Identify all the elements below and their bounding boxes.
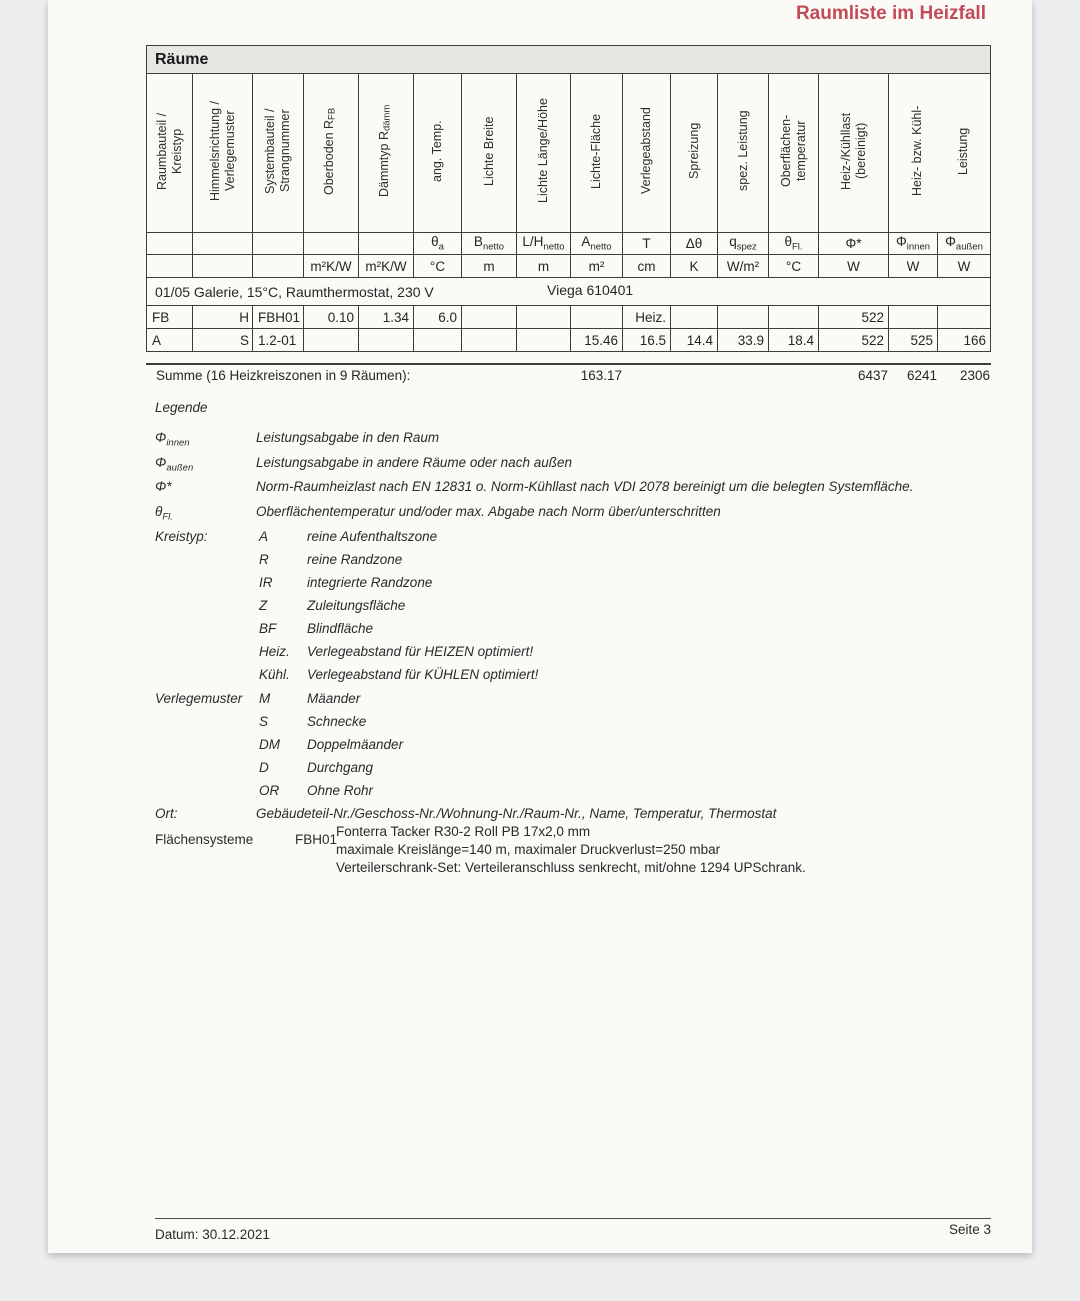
legend [48,400,1032,880]
document-page [48,0,1032,1253]
symbol-text: T [642,236,651,251]
data-cell: 15.46 [571,329,623,352]
data-cell [462,329,517,352]
column-header-cell [671,74,718,233]
room-row [147,329,991,352]
column-header-cell [819,74,889,233]
data-cell: 1.34 [359,306,414,329]
legend-desc: Mäander [307,691,361,706]
header-line [155,78,170,224]
table-title: Räume [155,50,209,68]
legend-symbol-row [48,430,1032,450]
rotated-header [482,78,497,224]
unit-cell: °C [414,255,462,278]
symbol-text: $A_{netto}$ [581,234,612,253]
rotated-header [263,78,293,224]
unit-cell: W/m² [718,255,769,278]
symbol-text: Strangnummer [278,109,292,193]
symbol-cell [571,233,623,255]
symbol-text: $\Phi_{außen}$ [155,455,194,474]
unit-cell [253,255,304,278]
legend-desc: Doppelmäander [307,737,404,752]
legend-title: Legende [155,400,208,415]
symbol-text: $\theta_{Fl.}$ [155,504,173,523]
rotated-header [208,78,238,224]
symbol-cell [359,233,414,255]
legend-verlegemuster-row [48,760,1032,780]
symbol-subscript: außen [166,462,194,474]
symbol-subscript: dämm [381,104,393,132]
legend-verlegemuster-row [48,737,1032,757]
column-header-cell [414,74,462,233]
header-line [208,78,223,224]
symbol-subscript: außen [955,241,983,253]
data-cell: S [193,329,253,352]
header-line [687,78,702,224]
rotated-header [536,78,551,224]
header-line [854,78,869,224]
room-row [147,306,991,329]
data-cell: H [193,306,253,329]
unit-cell: m²K/W [359,255,414,278]
column-header-cell [571,74,623,233]
data-cell: FBH01 [253,306,304,329]
unit-cell: W [889,255,938,278]
legend-flaechensysteme-line [48,824,1032,844]
symbol-text: Kreistyp [169,128,184,174]
data-cell [462,306,517,329]
legend-system-desc: Fonterra Tacker R30-2 Roll PB 17x2,0 mm [336,824,591,839]
symbol-cell [938,233,991,255]
legend-code: Heiz. [259,644,290,659]
column-header-cell [769,74,819,233]
legend-ort-row [48,806,1032,826]
header-line [894,78,940,224]
symbol-text: Himmelsrichtung / [207,100,222,202]
symbol-text: Leistung [955,127,970,175]
footer-date: Datum: 30.12.2021 [155,1227,270,1242]
symbol-cell [517,233,571,255]
data-cell: 18.4 [769,329,819,352]
legend-title-row [48,400,1032,420]
legend-kreistyp-label: Kreistyp: [155,529,208,544]
header-line [940,78,986,224]
unit-cell: m [462,255,517,278]
column-header-cell [304,74,359,233]
document-title [796,3,986,25]
column-header-cell [462,74,517,233]
header-line [639,78,654,224]
rotated-header [779,78,809,224]
header-line [170,78,185,224]
summe-row [146,368,990,386]
symbol-subscript: netto [590,241,612,253]
header-line [736,78,751,224]
rooms-table [146,45,991,352]
legend-symbol-desc: Leistungsabgabe in den Raum [256,430,440,445]
rotated-header [639,78,654,224]
symbol-text: Verlegeabstand [639,107,653,195]
data-cell [718,306,769,329]
legend-desc: reine Aufenthaltszone [307,529,438,544]
column-header-cell [517,74,571,233]
symbol-cell [718,233,769,255]
symbol-text: $B_{netto}$ [473,234,505,253]
symbol-text: Φ* [155,479,172,494]
data-cell: 14.4 [671,329,718,352]
legend-kreistyp-row [48,644,1032,664]
symbol-text: Heiz-/Kühllast [838,112,853,190]
header-line [278,78,293,224]
legend-symbol-row [48,455,1032,475]
data-cell: 1.2-01 [253,329,304,352]
symbol-cell [769,233,819,255]
data-cell [359,329,414,352]
symbol-text: $\theta_a$ [431,234,444,253]
legend-code: DM [259,737,280,752]
symbol-text: $\Phi_{innen}$ [895,234,931,253]
symbol-cell [253,233,304,255]
footer-page-number: Seite 3 [948,1222,991,1237]
symbol-text: Raumbauteil / [154,112,169,190]
data-cell: 0.10 [304,306,359,329]
legend-symbol-row [48,479,1032,499]
symbol-cell [462,233,517,255]
data-cell: 16.5 [623,329,671,352]
data-cell: Heiz. [623,306,671,329]
rotated-header [430,78,445,224]
legend-system-desc: Verteilerschrank-Set: Verteileranschluss senkrecht, mit/ohne 1294 UPSchrank. [336,860,806,875]
symbol-text: Spreizung [686,122,701,180]
legend-verlegemuster-row [48,783,1032,803]
header-line [430,78,445,224]
symbol-subscript: innen [906,241,931,253]
unit-cell: m² [571,255,623,278]
legend-system-code: FBH01 [295,832,338,847]
legend-flaechensysteme-line [48,842,1032,862]
unit-cell: °C [769,255,819,278]
system-reference: Viega 610401 [547,282,634,298]
symbol-cell [623,233,671,255]
symbol-text: ang. Temp. [430,120,444,182]
data-cell [517,329,571,352]
data-cell: 33.9 [718,329,769,352]
legend-symbol-desc: Leistungsabgabe in andere Räume oder nach außen [256,455,572,470]
legend-verlegemuster-row [48,714,1032,734]
legend-code: R [259,552,269,567]
legend-kreistyp-row [48,667,1032,687]
legend-desc: Verlegeabstand für HEIZEN optimiert! [307,644,534,659]
header-line [794,78,809,224]
symbol-subscript: innen [166,437,190,449]
data-cell: FB [147,306,193,329]
header-line [589,78,604,224]
legend-verlegemuster-label: Verlegemuster [155,691,243,706]
symbol-text: $\Phi_{innen}$ [155,430,190,449]
legend-code: Kühl. [259,667,290,682]
table-title-bar [147,46,991,74]
symbol-text: Heiz- bzw. Kühl- [909,105,924,197]
symbol-subscript: netto [543,241,565,253]
summe-label: Summe (16 Heizkreiszonen in 9 Räumen): [156,368,411,383]
summe-anetto-value: 163.17 [580,368,622,383]
legend-desc: Blindfläche [307,621,374,636]
section-row [147,278,991,306]
data-cell [938,306,991,329]
symbol-subscript: spez [736,241,757,253]
data-cell [414,329,462,352]
symbol-text: Dämmtyp $R_{dämm}$ [377,104,393,198]
header-line [322,78,340,224]
symbol-subscript: FB [326,107,338,120]
legend-code: IR [259,575,273,590]
summe-phi-aussen-value: 2306 [959,368,990,383]
legend-symbol-desc: Norm-Raumheizlast nach EN 12831 o. Norm-Kühllast nach VDI 2078 bereinigt um die belegten Systemfläche. [256,479,914,494]
header-line [482,78,497,224]
legend-symbol-desc: Oberflächentemperatur und/oder max. Abgabe nach Norm über/unterschritten [256,504,721,519]
legend-desc: reine Randzone [307,552,403,567]
symbol-text: Lichte-Fläche [589,113,603,189]
symbol-subscript: Fl. [162,511,173,523]
summe-phi-star-value: 6437 [857,368,888,383]
legend-code: BF [259,621,277,636]
header-line [536,78,551,224]
legend-desc: Verlegeabstand für KÜHLEN optimiert! [307,667,539,682]
symbol-cell [414,233,462,255]
symbol-text: $\Phi_{außen}$ [945,234,983,253]
legend-symbol-row [48,504,1032,524]
legend-kreistyp-row [48,552,1032,572]
data-cell [671,306,718,329]
symbol-text: Lichte Länge/Höhe [536,98,550,204]
symbol-text: spez. Leistung [735,110,750,192]
legend-code: M [259,691,271,706]
column-header-cell [718,74,769,233]
document-title-text: Raumliste im Heizfall [795,3,986,24]
legend-code: D [259,760,269,775]
data-cell: 6.0 [414,306,462,329]
summe-phi-innen-value: 6241 [906,368,937,383]
unit-cell [193,255,253,278]
unit-cell: K [671,255,718,278]
symbol-cell [147,233,193,255]
legend-ort-desc: Gebäudeteil-Nr./Geschoss-Nr./Wohnung-Nr./Raum-Nr., Name, Temperatur, Thermostat [256,806,777,821]
legend-kreistyp-row [48,598,1032,618]
header-line [839,78,854,224]
symbol-text: Φ* [845,236,862,251]
symbol-text: Oberflächen- [778,114,793,188]
rotated-header [839,78,869,224]
data-cell: 525 [889,329,938,352]
rotated-header [155,78,185,224]
unit-cell: m [517,255,571,278]
symbol-cell [304,233,359,255]
legend-system-desc: maximale Kreislänge=140 m, maximaler Druckverlust=250 mbar [336,842,721,857]
legend-code: Z [259,598,268,613]
data-cell: 522 [819,306,889,329]
symbol-cell [671,233,718,255]
legend-kreistyp-row [48,529,1032,549]
symbol-text: $\theta_{Fl.}$ [784,234,803,253]
rotated-header [894,78,986,224]
unit-cell: W [819,255,889,278]
symbol-text: Systembauteil / [263,108,277,194]
data-cell: 166 [938,329,991,352]
page-footer [155,1218,991,1242]
symbol-text: Verlegemuster [222,110,237,192]
legend-desc: Zuleitungsfläche [307,598,406,613]
legend-flaechensysteme-line [48,860,1032,880]
legend-code: S [259,714,269,729]
symbol-subscript: Fl. [791,241,803,253]
legend-desc: Schnecke [307,714,367,729]
legend-flaechensysteme-label: Flächensysteme [155,832,254,847]
column-header-cell [253,74,304,233]
data-cell: A [147,329,193,352]
column-header-cell [147,74,193,233]
symbol-text: temperatur [793,120,808,182]
unit-cell: W [938,255,991,278]
rotated-header [377,78,395,224]
unit-cell [147,255,193,278]
table-bottom-double-rule [146,363,991,365]
legend-desc: integrierte Randzone [307,575,433,590]
header-line [779,78,794,224]
symbol-text: (bereinigt) [853,122,868,180]
rotated-header [589,78,604,224]
header-line [263,78,278,224]
legend-kreistyp-row [48,621,1032,641]
rotated-header [687,78,702,224]
legend-verlegemuster-row [48,691,1032,711]
symbol-text: Lichte Breite [481,116,496,186]
symbol-text: Oberboden $R_{FB}$ [322,107,338,195]
data-cell [571,306,623,329]
header-line [223,78,238,224]
legend-desc: Ohne Rohr [307,783,374,798]
legend-code: OR [259,783,280,798]
unit-cell: cm [623,255,671,278]
column-header-cell [623,74,671,233]
data-cell [304,329,359,352]
data-cell [769,306,819,329]
symbol-text: Δθ [685,236,703,251]
column-header-cell [193,74,253,233]
unit-cell: m²K/W [304,255,359,278]
legend-desc: Durchgang [307,760,374,775]
legend-code: A [259,529,269,544]
symbol-subscript: netto [482,241,505,253]
room-group-label: 01/05 Galerie, 15°C, Raumthermostat, 230 V [155,283,434,300]
rotated-header [736,78,751,224]
symbol-cell [193,233,253,255]
symbol-text: $L/H_{netto}$ [522,234,565,253]
legend-ort-label: Ort: [155,806,178,821]
symbol-cell [819,233,889,255]
symbol-subscript: a [438,241,444,253]
column-header-cell [889,74,991,233]
column-header-cell [359,74,414,233]
data-cell [889,306,938,329]
data-cell [517,306,571,329]
header-line [377,78,395,224]
symbol-text: $q_{spez}$ [729,234,757,253]
legend-kreistyp-row [48,575,1032,595]
data-cell: 522 [819,329,889,352]
rotated-header [322,78,340,224]
symbol-cell [889,233,938,255]
